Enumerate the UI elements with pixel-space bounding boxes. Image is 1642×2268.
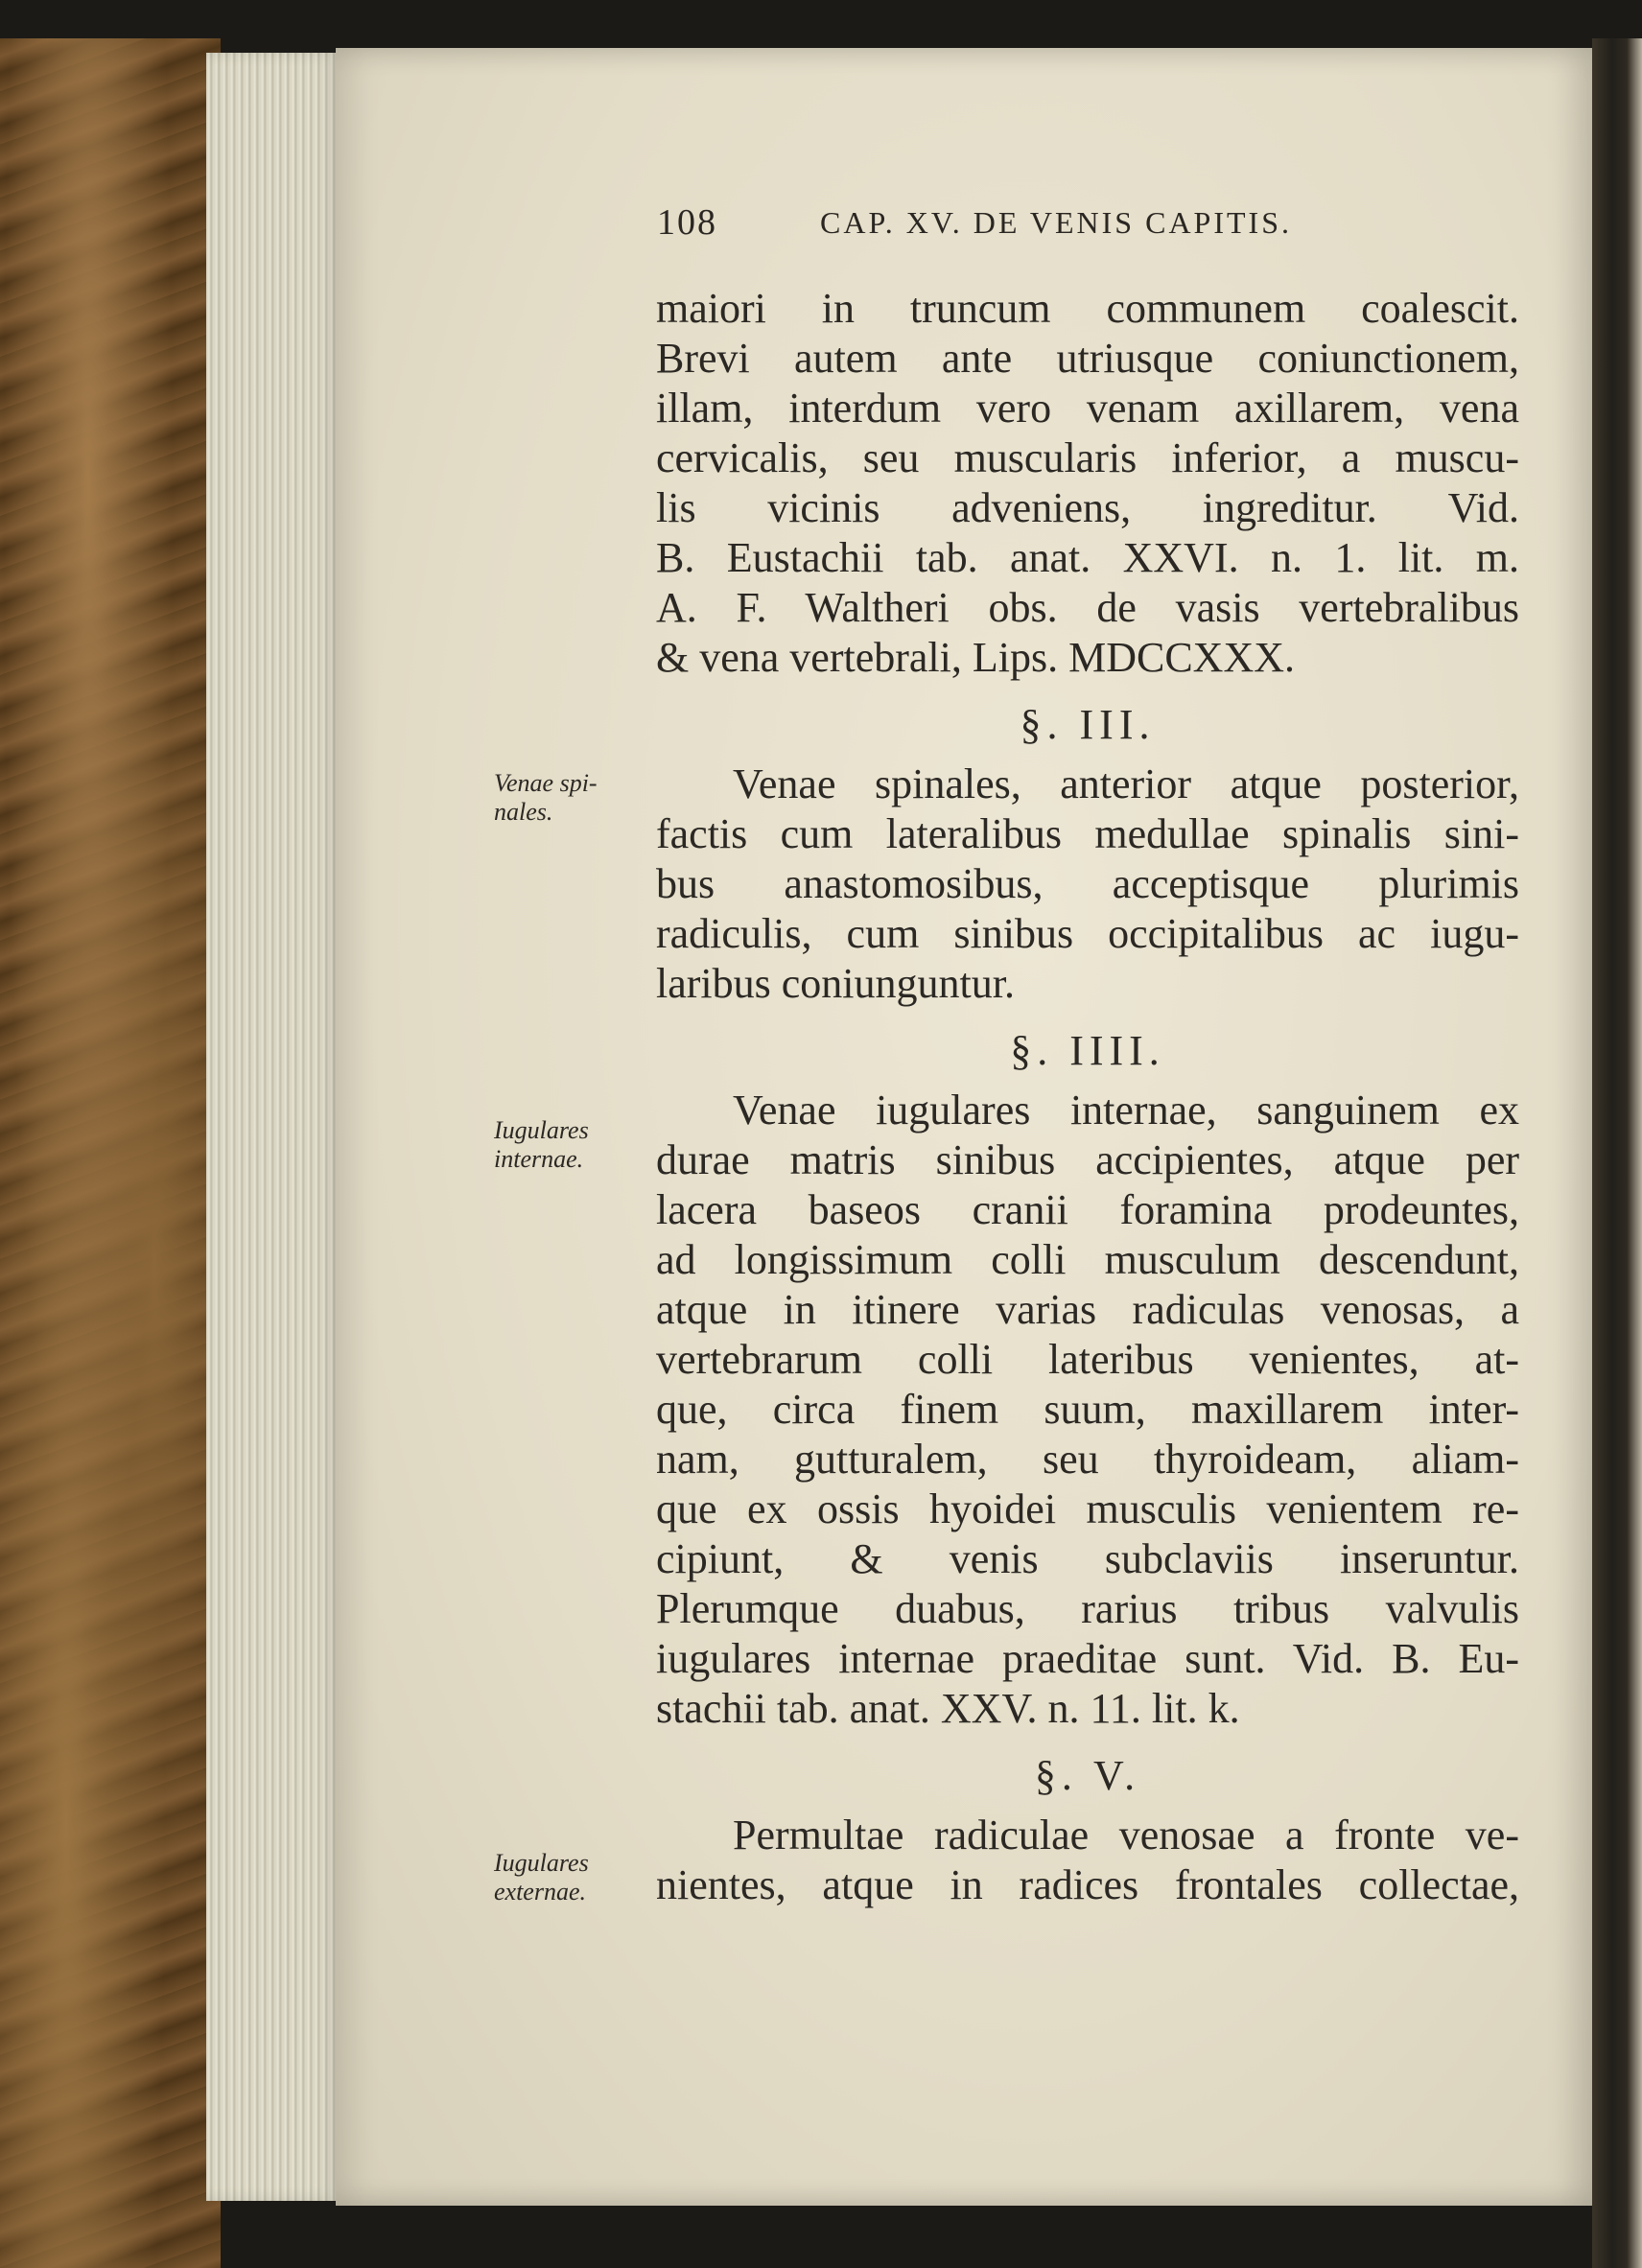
text-line: stachii tab. anat. XXV. n. 11. lit. k.: [656, 1685, 1240, 1732]
text-line: maiori in truncum communem coalescit.: [656, 285, 1519, 332]
margin-note-line: externae.: [494, 1878, 587, 1906]
text-line: que, circa finem suum, maxillarem inter-: [656, 1386, 1519, 1433]
section-heading: §. IIII.: [1010, 1027, 1165, 1074]
page-edges: [206, 53, 340, 2201]
text-line: lacera baseos cranii foramina prodeuntes,: [656, 1186, 1519, 1233]
margin-note: [494, 1116, 638, 1174]
body-text: [656, 284, 1519, 1910]
running-title: CAP. XV. DE VENIS CAPITIS.: [820, 205, 1292, 240]
text-line: illam, interdum vero venam axillarem, vena: [656, 385, 1519, 432]
text-line: ad longissimum colli musculum descendunt,: [656, 1236, 1519, 1283]
page-header: [657, 201, 1501, 255]
text-line: nientes, atque in radices frontales collectae,: [656, 1861, 1519, 1908]
margin-note-line: Venae spi-: [494, 769, 598, 797]
text-line: Permultae radiculae venosae a fronte ve-: [733, 1812, 1519, 1859]
text-line: bus anastomosibus, acceptisque plurimis: [656, 860, 1519, 907]
margin-note-line: Iugulares: [494, 1116, 589, 1144]
text-line: lis vicinis adveniens, ingreditur. Vid.: [656, 484, 1519, 531]
text-line: iugulares internae praeditae sunt. Vid. B. Eu-: [656, 1635, 1519, 1682]
text-line: Venae spinales, anterior atque posterior,: [733, 760, 1519, 807]
book-gutter: [1592, 38, 1642, 2268]
margin-note-line: nales.: [494, 798, 553, 826]
text-line: cervicalis, seu muscularis inferior, a muscu-: [656, 434, 1519, 481]
text-line: laribus coniunguntur.: [656, 960, 1015, 1007]
margin-note-line: internae.: [494, 1145, 584, 1173]
text-line: vertebrarum colli lateribus venientes, at-: [656, 1336, 1519, 1383]
text-line: & vena vertebrali, Lips. MDCCXXX.: [656, 634, 1295, 681]
text-line: A. F. Waltheri obs. de vasis vertebralibus: [656, 584, 1519, 631]
text-line: radiculis, cum sinibus occipitalibus ac iugu-: [656, 910, 1519, 957]
text-line: Brevi autem ante utriusque coniunctionem,: [656, 335, 1519, 382]
text-line: Venae iugulares internae, sanguinem ex: [733, 1087, 1519, 1134]
text-line: atque in itinere varias radiculas venosas, a: [656, 1286, 1519, 1333]
text-line: B. Eustachii tab. anat. XXVI. n. 1. lit. m.: [656, 534, 1519, 581]
text-line: durae matris sinibus accipientes, atque per: [656, 1136, 1519, 1183]
text-line: nam, gutturalem, seu thyroideam, aliam-: [656, 1436, 1519, 1483]
text-line: Plerumque duabus, rarius tribus valvulis: [656, 1585, 1519, 1632]
section-heading: §. V.: [1034, 1752, 1141, 1799]
text-line: que ex ossis hyoidei musculis venientem re-: [656, 1485, 1519, 1532]
margin-note: [494, 1849, 638, 1906]
margin-note: [494, 769, 638, 827]
section-heading: §. III.: [1020, 701, 1156, 748]
text-line: cipiunt, & venis subclaviis inseruntur.: [656, 1535, 1519, 1582]
book-cover-marbled: [0, 38, 221, 2268]
margin-note-line: Iugulares: [494, 1849, 589, 1877]
page-number: 108: [657, 202, 717, 243]
text-line: factis cum lateralibus medullae spinalis sini-: [656, 810, 1519, 857]
